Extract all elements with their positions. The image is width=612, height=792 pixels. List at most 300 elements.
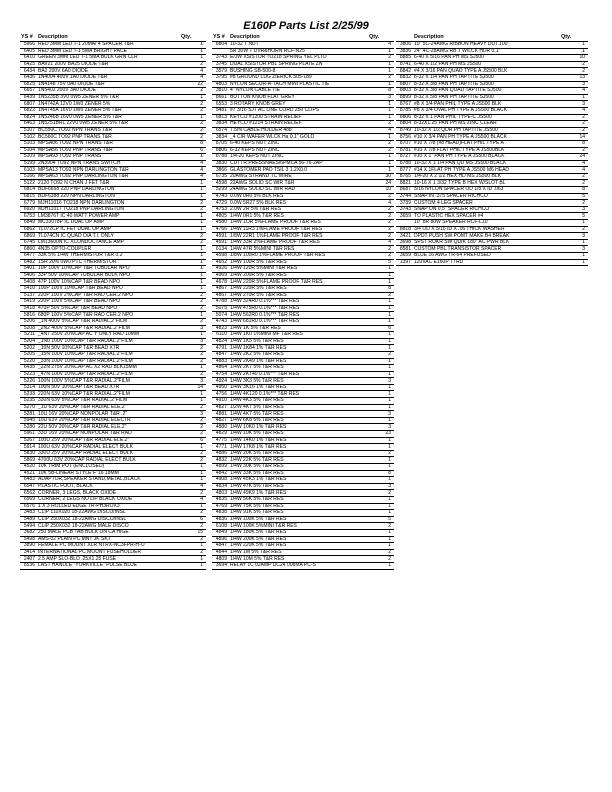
table-row	[396, 220, 588, 227]
part-description: 1/4W 4K120 0.1%*** T&R RES	[229, 391, 368, 398]
table-row	[212, 404, 394, 411]
table-row	[212, 285, 394, 292]
part-description: BLUE 16 AWG TR-64 PREFUSED	[413, 253, 560, 260]
part-quantity: 2	[368, 193, 394, 200]
part-description: TL074CN IC QUAD O/A T.I. ONLY	[37, 233, 180, 240]
part-quantity: 1	[368, 167, 394, 174]
part-number: 6410	[20, 55, 37, 62]
part-number: 6657	[20, 88, 37, 95]
ys-number-header	[396, 34, 413, 42]
table-row	[396, 200, 588, 207]
part-quantity: 2	[180, 292, 206, 299]
part-quantity: 1	[180, 365, 206, 372]
table-header-row	[396, 34, 588, 42]
table-row	[212, 187, 394, 194]
table-row	[212, 42, 394, 49]
part-quantity: 2	[180, 424, 206, 431]
part-quantity: 14	[560, 134, 588, 141]
part-description: 1/4W 220R 5% T&R RES	[229, 285, 368, 292]
part-quantity: 1	[368, 48, 394, 55]
part-number: 5418	[20, 305, 37, 312]
part-description: 20AWG STRAND TC WIRE	[229, 173, 368, 180]
parts-column-3	[396, 34, 588, 266]
part-quantity: 6	[180, 437, 206, 444]
part-description: 1/4W 562R0 0.1%*** T&R RES	[229, 312, 368, 319]
table-row	[212, 332, 394, 339]
part-description: _4N7 250V 20%CAP AC Y ONLY RAD 10MM	[37, 332, 180, 339]
part-quantity: 1	[180, 94, 206, 101]
part-description: TO PLASTIC HEX SPACER #4	[413, 213, 560, 220]
part-quantity: 1	[368, 477, 394, 484]
part-description: RELAY 1C 02AMP DC24 008MA PC-S	[229, 562, 368, 569]
part-number: 6824	[20, 114, 37, 121]
part-quantity: 1	[368, 318, 394, 325]
table-row	[212, 81, 394, 88]
parts-table	[212, 34, 394, 570]
part-quantity: 4	[560, 167, 588, 174]
part-number: 4867	[212, 292, 229, 299]
part-description: 1/4W 220K 5% T&R RES	[229, 543, 368, 550]
part-number: 5233	[20, 391, 37, 398]
part-description: CUSTOM 4 LEG SPACER	[413, 200, 560, 207]
part-quantity: 2	[560, 114, 588, 121]
table-row	[212, 220, 394, 227]
part-number: 5401	[20, 266, 37, 273]
table-row	[396, 154, 588, 161]
table-row	[396, 114, 588, 121]
table-row	[20, 140, 206, 147]
part-quantity: 3	[180, 378, 206, 385]
part-description: 10-16 X 1 3/32 TYPE B HEX W/SLOT BL	[413, 180, 560, 187]
part-number: 5966	[20, 42, 37, 49]
part-quantity: 3	[560, 206, 588, 213]
part-description: _1N0 100V 10%CAP T&R RADIAL.2"FILM	[37, 338, 180, 345]
part-number: 8536	[20, 562, 37, 569]
part-description: 10K TRIM POT (ENCLOSED)	[37, 464, 180, 471]
part-description: #10 X 7/8 FLAT PHIL TYPE A JS500BLK	[413, 147, 560, 154]
part-description: MJH11017 TO218 PNP DARLINGTON	[37, 206, 180, 213]
part-number: 1397	[396, 259, 413, 266]
part-description: LAST HANDLE "YORKVILLE" PULSE BLUE	[37, 562, 180, 569]
part-description: _1N 400V 5%CAP T&R RADIAL.2"FILM	[37, 318, 180, 325]
part-description: LM3876T IC 40 WATT POWER AMP	[37, 213, 180, 220]
part-description: 24AWG SOLID SC WIR RAD	[229, 187, 368, 194]
part-quantity: 2	[560, 127, 588, 134]
part-quantity: 4	[560, 88, 588, 95]
part-quantity: 1	[368, 299, 394, 306]
part-number: 5267	[20, 437, 37, 444]
part-quantity: 1	[180, 279, 206, 286]
part-quantity: 3	[560, 233, 588, 240]
table-row	[212, 259, 394, 266]
table-row	[212, 437, 394, 444]
part-number: 8788	[212, 154, 229, 161]
part-description: 1/4W 45K3 1% T&R RES	[229, 477, 368, 484]
part-quantity: 1	[368, 81, 394, 88]
description-header: Description	[413, 34, 560, 42]
part-number: 5166	[20, 173, 37, 180]
part-number: 3694	[212, 562, 229, 569]
table-row	[212, 292, 394, 299]
part-description: E/JW XSISTOR TO218 SPRING YEL PLTD	[229, 55, 368, 62]
table-row	[212, 490, 394, 497]
part-description: 1N5246B 16V0 0W5 ZENER 5% T&R	[37, 114, 180, 121]
part-number: 4809	[212, 556, 229, 563]
table-row	[212, 496, 394, 503]
part-number: 4844	[212, 549, 229, 556]
part-number: 5406	[20, 272, 37, 279]
table-row	[212, 536, 394, 543]
part-number: 5494	[20, 523, 37, 530]
table-row	[212, 206, 394, 213]
part-number: 6103	[20, 167, 37, 174]
part-number: 4899	[212, 464, 229, 471]
part-quantity: 6	[180, 147, 206, 154]
part-description: #10 X 3/4 PAN PH TYPE A JS500 BLACK	[413, 134, 560, 141]
table-row	[212, 160, 394, 167]
part-quantity: 2	[180, 358, 206, 365]
table-row	[20, 431, 206, 438]
table-row	[20, 259, 206, 266]
part-number: 6110	[212, 332, 229, 339]
part-number: 3836	[396, 48, 413, 55]
part-description: _10N 50V 10%CAP T&R BEAD X7R	[37, 345, 180, 352]
table-row	[212, 279, 394, 286]
table-row	[20, 562, 206, 569]
part-quantity: 1	[368, 437, 394, 444]
part-description: 1/4W 270R 5% T&R RES	[229, 292, 368, 299]
table-row	[20, 279, 206, 286]
part-description: 1/8W 100R0 1%FLAME PROOF T&R RES	[229, 253, 368, 260]
table-row	[20, 424, 206, 431]
part-number: 4829	[212, 431, 229, 438]
part-description: CORNER, 3 LEGS, BLACK OXIDE	[37, 490, 180, 497]
part-quantity: 5	[368, 516, 394, 523]
part-quantity: 1	[368, 510, 394, 517]
part-quantity: 4	[560, 107, 588, 114]
part-number: 5816	[20, 312, 37, 319]
part-quantity: 2	[368, 246, 394, 253]
part-quantity: 1	[368, 444, 394, 451]
part-number: 5314	[20, 384, 37, 391]
part-description: 1/4W 220R 5%FLAME PROOF T&R RES	[229, 279, 368, 286]
table-row	[20, 411, 206, 418]
part-quantity: 1	[180, 562, 206, 569]
part-description: 8-32X1.25 PAN PH MS ZINC CLEAR	[413, 121, 560, 128]
table-row	[20, 74, 206, 81]
part-description: _2N2 400V 5%CAP T&R RADIAL.2"FILM	[37, 325, 180, 332]
part-quantity: 2	[180, 134, 206, 141]
table-row	[20, 516, 206, 523]
table-row	[396, 193, 588, 200]
part-description: _47N 100V 10%CAP T&R RADIAL.2"FILM	[37, 371, 180, 378]
part-number: 4881	[212, 411, 229, 418]
part-description: _22N 275V 20%CAP AC X2 RAD BLK15MM	[37, 365, 180, 372]
table-row	[212, 470, 394, 477]
table-row	[20, 55, 206, 62]
part-number: 4756	[212, 391, 229, 398]
part-description: 1/4W 75K 5% T&R RES	[229, 503, 368, 510]
part-quantity: 1	[368, 305, 394, 312]
table-row	[396, 213, 588, 220]
part-quantity: 2	[180, 107, 206, 114]
table-row	[212, 523, 394, 530]
part-description: ADAPTOR,SPEAKER STAND,METAL,BLACK	[37, 477, 180, 484]
part-quantity: 1	[368, 160, 394, 167]
table-row	[396, 246, 588, 253]
table-row	[212, 140, 394, 147]
part-description: 33U 16V 20%CAP NONPOLAR T&R RAD	[37, 431, 180, 438]
part-description: MPSA63 TO92 PNP DARLINGTON T&R	[37, 173, 180, 180]
part-description: 1/4W 100R 5% T&R RES	[229, 259, 368, 266]
table-row	[20, 220, 206, 227]
part-number: 6477	[20, 253, 37, 260]
part-number: 4835	[212, 496, 229, 503]
part-quantity: 2	[368, 450, 394, 457]
part-number: 8756	[396, 134, 413, 141]
table-row	[20, 147, 206, 154]
part-number: 3739	[396, 200, 413, 207]
part-number	[212, 48, 229, 55]
table-row	[212, 318, 394, 325]
part-quantity: 3	[368, 424, 394, 431]
table-row	[20, 365, 206, 372]
part-description: 2120 TO92 N CHAN J FET T&R	[37, 180, 180, 187]
part-quantity: 1	[180, 187, 206, 194]
parts-column-2	[212, 34, 394, 570]
part-quantity: 1	[180, 543, 206, 550]
part-quantity: 1	[180, 285, 206, 292]
part-description: MPSA06 TO92 NPN TRANS T&R	[37, 140, 180, 147]
part-description: 1/4W 10M 5% T&R RES	[229, 556, 368, 563]
part-number: 4791	[212, 345, 229, 352]
table-row	[20, 529, 206, 536]
part-description: 1/4W 0R1 5% T&R RES	[229, 213, 368, 220]
part-description: 3 ROTARY KNOB GREY	[229, 101, 368, 108]
part-quantity: 2	[368, 233, 394, 240]
part-description: 1 X 3 ROLLED EDGE TR-PH3ROX3	[37, 503, 180, 510]
table-row	[20, 246, 206, 253]
part-description: #10 X 7/8 (#8 HEAD)FLAT PHIL TYPE A	[413, 140, 560, 147]
part-number: 3830	[212, 160, 229, 167]
part-quantity: 2	[180, 200, 206, 207]
table-row	[396, 239, 588, 246]
part-description: 1/4W 681R0 0.1%*** T&R RES	[229, 318, 368, 325]
table-row	[20, 42, 206, 49]
part-quantity: 1	[180, 332, 206, 339]
table-row	[212, 391, 394, 398]
part-quantity: 1	[560, 259, 588, 266]
part-number: 5109	[20, 154, 37, 161]
parts-table	[20, 34, 206, 570]
part-quantity: 1	[180, 477, 206, 484]
table-row	[396, 253, 588, 260]
table-row	[212, 200, 394, 207]
part-number: 4775	[212, 437, 229, 444]
part-description: 2.0W 2R 5% T&R RES	[229, 206, 368, 213]
table-row	[20, 398, 206, 405]
part-quantity: 4	[180, 483, 206, 490]
table-row	[212, 121, 394, 128]
part-number: 3890	[20, 543, 37, 550]
part-number: 4896	[212, 536, 229, 543]
part-description: #8 X 3/4 PAN PHIL TYPE A JS500 BLK	[413, 101, 560, 108]
part-description: 47P 100V 10%CAP T&R BEAD NPO	[37, 279, 180, 286]
part-number: 8899	[396, 94, 413, 101]
table-row	[20, 543, 206, 550]
part-quantity: 2	[180, 431, 206, 438]
part-number: 4788	[212, 299, 229, 306]
table-row	[212, 101, 394, 108]
part-description: BDF6388 220 NPN DARLINGTON	[37, 193, 180, 200]
part-quantity: 1	[180, 180, 206, 187]
table-row	[212, 378, 394, 385]
part-quantity: 3	[560, 246, 588, 253]
part-number: 6569	[20, 496, 37, 503]
part-quantity: 2	[368, 220, 394, 227]
part-quantity: 1	[180, 193, 206, 200]
part-description: 1/4W 3K16 1% T&R RES	[229, 384, 368, 391]
part-quantity: 2	[180, 371, 206, 378]
table-row	[20, 450, 206, 457]
table-row	[396, 134, 588, 141]
part-number: 8821	[396, 180, 413, 187]
table-row	[20, 193, 206, 200]
table-row	[212, 358, 394, 365]
part-quantity: 1	[368, 457, 394, 464]
part-number: 3659	[396, 213, 413, 220]
part-quantity: 2	[368, 556, 394, 563]
part-quantity: 4	[180, 496, 206, 503]
part-description: 0.0W 5R27 5% BLK RES	[229, 200, 368, 207]
part-description: _15N 100V 10%CAP T&R RADIAL.2"FILM	[37, 351, 180, 358]
part-description: 1/4W 20K 5% T&R RES	[229, 450, 368, 457]
part-description: 1/4W 1K84 1% T&R RES	[229, 345, 368, 352]
table-row	[20, 345, 206, 352]
part-number: 4910	[212, 398, 229, 405]
part-description: 8-32 X 1 PAN PHIL TYPE-C JS500	[413, 114, 560, 121]
part-number: 6920	[20, 206, 37, 213]
part-number: 8707	[396, 140, 413, 147]
part-number: 5074	[212, 312, 229, 319]
part-number: 4950	[212, 384, 229, 391]
part-description: AMS-02 PLAIN PC MNT JK SKT	[37, 536, 180, 543]
part-quantity: 1	[368, 134, 394, 141]
table-row	[20, 510, 206, 517]
table-row	[20, 312, 206, 319]
part-quantity: 4	[180, 68, 206, 75]
part-quantity: 1	[368, 464, 394, 471]
table-row	[212, 134, 394, 141]
part-number: 8842	[396, 68, 413, 75]
table-row	[20, 107, 206, 114]
part-quantity: 4	[368, 200, 394, 207]
part-description: BDF6658 220 PNP DARLINGTON	[37, 187, 180, 194]
part-quantity: 8	[560, 140, 588, 147]
part-quantity: 2	[368, 351, 394, 358]
part-description: INTERNATIONAL PC MOUNT FUSEHOLDER	[37, 549, 180, 556]
part-quantity: 1	[368, 345, 394, 352]
part-description: 10-32 T NUT	[229, 42, 368, 49]
part-quantity: 1	[560, 48, 588, 55]
part-description: 1/4W 475R0 0.1%*** T&R RES	[229, 305, 368, 312]
part-number: 6807	[20, 101, 37, 108]
part-quantity: 2	[180, 299, 206, 306]
part-quantity: 3	[560, 101, 588, 108]
part-quantity: 1	[180, 444, 206, 451]
part-description: LM13600N IC XCONDUCTANCE AMP	[37, 239, 180, 246]
part-description: 3/4 OD X 5/16 ID X .06 THICK WASHER	[413, 226, 560, 233]
part-description: 1/4W 4K3 5% T&R RES	[229, 398, 368, 405]
table-row	[212, 464, 394, 471]
table-row	[212, 431, 394, 438]
table-row	[20, 61, 206, 68]
part-quantity: 1	[368, 61, 394, 68]
part-number: 5122	[20, 180, 37, 187]
part-description: FEMALE PC MOUNT XLR NTRX-NC3FPR-H-O	[37, 543, 180, 550]
part-number: 5489	[20, 516, 37, 523]
part-description: 8-32 X 3/8 PAN PH TAPTITE SJ500	[413, 81, 560, 88]
part-number: 4883	[212, 358, 229, 365]
part-quantity: 1	[368, 404, 394, 411]
part-number: 5223	[20, 371, 37, 378]
table-row	[20, 318, 206, 325]
part-description: 1/4W 100K 5% T&R RES	[229, 516, 368, 523]
part-description: #4 X 3/16 PAN QUAD TYPE A JS500 BLK	[413, 68, 560, 75]
part-description: 7.5IN CABLE HOLDER 488	[229, 127, 368, 134]
part-quantity: 23	[368, 431, 394, 438]
part-quantity: 1	[368, 68, 394, 75]
part-quantity: 1	[368, 365, 394, 372]
part-description: #8 GROUND LUG ZIERICK 505-189	[229, 74, 368, 81]
part-quantity: 2	[368, 213, 394, 220]
part-quantity: 2	[180, 305, 206, 312]
part-description: SPST ROKR SW QUIK 180" AC PWR BLK	[413, 239, 560, 246]
table-row	[20, 325, 206, 332]
part-quantity: 8	[560, 187, 588, 194]
part-description: 1/4W 17K8 1% T&R RES	[229, 444, 368, 451]
part-quantity: 10	[560, 55, 588, 62]
part-description: 10U 63V 20%CAP T&R RADIAL ELECTR	[37, 417, 180, 424]
part-number: 3795	[212, 74, 229, 81]
part-quantity: 1	[368, 154, 394, 161]
part-number: 5204	[20, 338, 37, 345]
part-quantity: 4	[180, 167, 206, 174]
part-number: 6576	[20, 503, 37, 510]
part-number: 4803	[212, 490, 229, 497]
part-number: 8581	[396, 246, 413, 253]
part-quantity: 1	[368, 391, 394, 398]
part-quantity: 2	[180, 61, 206, 68]
part-quantity: 1	[180, 266, 206, 273]
part-description: 8-32 X 3/8 PAN QUAD TAPTITE SJ500	[413, 88, 560, 95]
part-description: CLIP 250X032 18-22AWG MALE DISCO	[37, 523, 180, 530]
parts-table	[396, 34, 588, 266]
part-description: 1/4W 11R3 1%FLAME PROOF T&R RES	[229, 226, 368, 233]
part-quantity: 1	[180, 213, 206, 220]
part-quantity: 1	[368, 543, 394, 550]
part-quantity: 2	[560, 68, 588, 75]
part-number: 4824	[212, 338, 229, 345]
part-number: 4598	[212, 180, 229, 187]
table-row	[20, 338, 206, 345]
part-description: 100N 50V 10%CAP T&R BEAD X7R	[37, 384, 180, 391]
table-row	[212, 411, 394, 418]
part-number: 6439	[20, 94, 37, 101]
part-description: 6-32 X 1/4 PAN PH TAPTITE SJ500	[413, 74, 560, 81]
part-description: 6-40 X 1/2 PAN PH MS JS500	[413, 61, 560, 68]
part-description: 1/4W 1K5 5% T&R RES	[229, 338, 368, 345]
